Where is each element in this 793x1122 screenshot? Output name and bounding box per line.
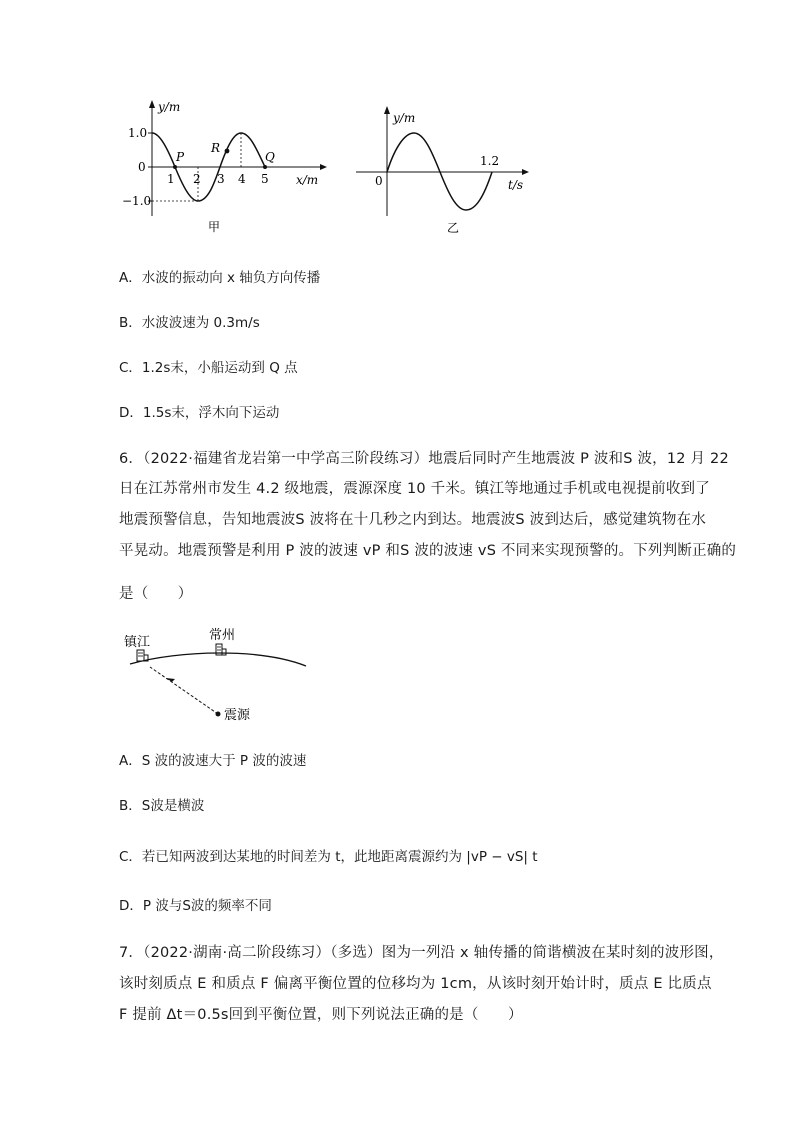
point-P-dot [173,165,177,169]
y-axis-label: y/m [158,100,181,114]
q6-line-1: 6．（2022·福建省龙岩第一中学高三阶段练习）地震后同时产生地震波 P 波和S 波，12 月 22 [119,451,729,467]
vibration-graph-yi [352,104,532,240]
x-tick-2: 2 [193,172,201,186]
q5-option-a: A．水波的振动向 x 轴负方向传播 [119,270,321,286]
q6-line-5: 是（ ） [119,586,193,602]
t-tick-label: 1.2 [480,154,500,168]
wave-path-arrow [150,667,218,714]
y-axis-arrow [149,100,155,108]
source-label: 震源 [224,708,251,723]
q6-line-3: 地震预警信息，告知地震波S 波将在十几秒之内到达。地震波S 波到达后，感觉建筑物在水 [119,512,707,528]
y-axis-label-yi: y/m [393,111,416,125]
changzhou-label: 常州 [209,628,236,643]
q6-option-c: C．若已知两波到达某地的时间差为 t，此地距离震源约为 |vP − vS| t [119,849,538,865]
q5-option-c: C．1.2s末，小船运动到 Q 点 [119,360,298,376]
caption-yi: 乙 [447,221,460,235]
point-Q-dot [263,165,267,169]
point-R-dot [225,149,230,154]
x-tick-3: 3 [217,172,225,186]
q6-option-b: B．S波是横波 [119,798,205,814]
q5-option-d: D．1.5s末，浮木向下运动 [119,405,280,421]
y-tick-neg1: −1.0 [122,194,152,208]
zhenjiang-label: 镇江 [124,635,151,650]
q7-line-1: 7．（2022·湖南·高二阶段练习）（多选）图为一列沿 x 轴传播的简谐横波在某时刻的波形图， [119,945,724,961]
x-tick-1: 1 [167,172,175,186]
t-axis-label: t/s [508,178,524,192]
caption-jia: 甲 [208,220,221,234]
y-tick-1: 1.0 [128,126,148,140]
x-axis-arrow [320,164,327,170]
x-tick-4: 4 [238,172,246,186]
q6-option-a: A．S 波的波速大于 P 波的波速 [119,753,307,769]
point-P-label: P [176,150,185,164]
x-axis-label: x/m [296,173,319,187]
q6-line-2: 日在江苏常州市发生 4.2 级地震，震源深度 10 千米。镇江等地通过手机或电视提前收到了 [119,481,710,497]
y-axis-arrow-yi [384,106,390,114]
point-R-label: R [211,141,221,155]
wave-graph-jia [120,98,330,238]
q5-option-b: B．水波波速为 0.3m/s [119,315,260,331]
origin-label: 0 [375,174,383,188]
y-tick-0: 0 [138,160,146,174]
q7-line-3: F 提前 Δt＝0.5s回到平衡位置，则下列说法正确的是（ ） [119,1007,523,1023]
earthquake-figure [120,622,320,727]
point-Q-label: Q [265,150,275,164]
q6-option-d: D．P 波与S波的频率不同 [119,898,272,914]
q6-line-4: 平晃动。地震预警是利用 P 波的波速 vP 和S 波的波速 vS 不同来实现预警的。下列判断正确的 [119,543,737,559]
source-dot [216,712,221,717]
t-axis-arrow [522,169,529,175]
q7-line-2: 该时刻质点 E 和质点 F 偏离平衡位置的位移均为 1cm，从该时刻开始计时，质点 E 比质点 [119,976,712,992]
x-tick-5: 5 [261,172,269,186]
